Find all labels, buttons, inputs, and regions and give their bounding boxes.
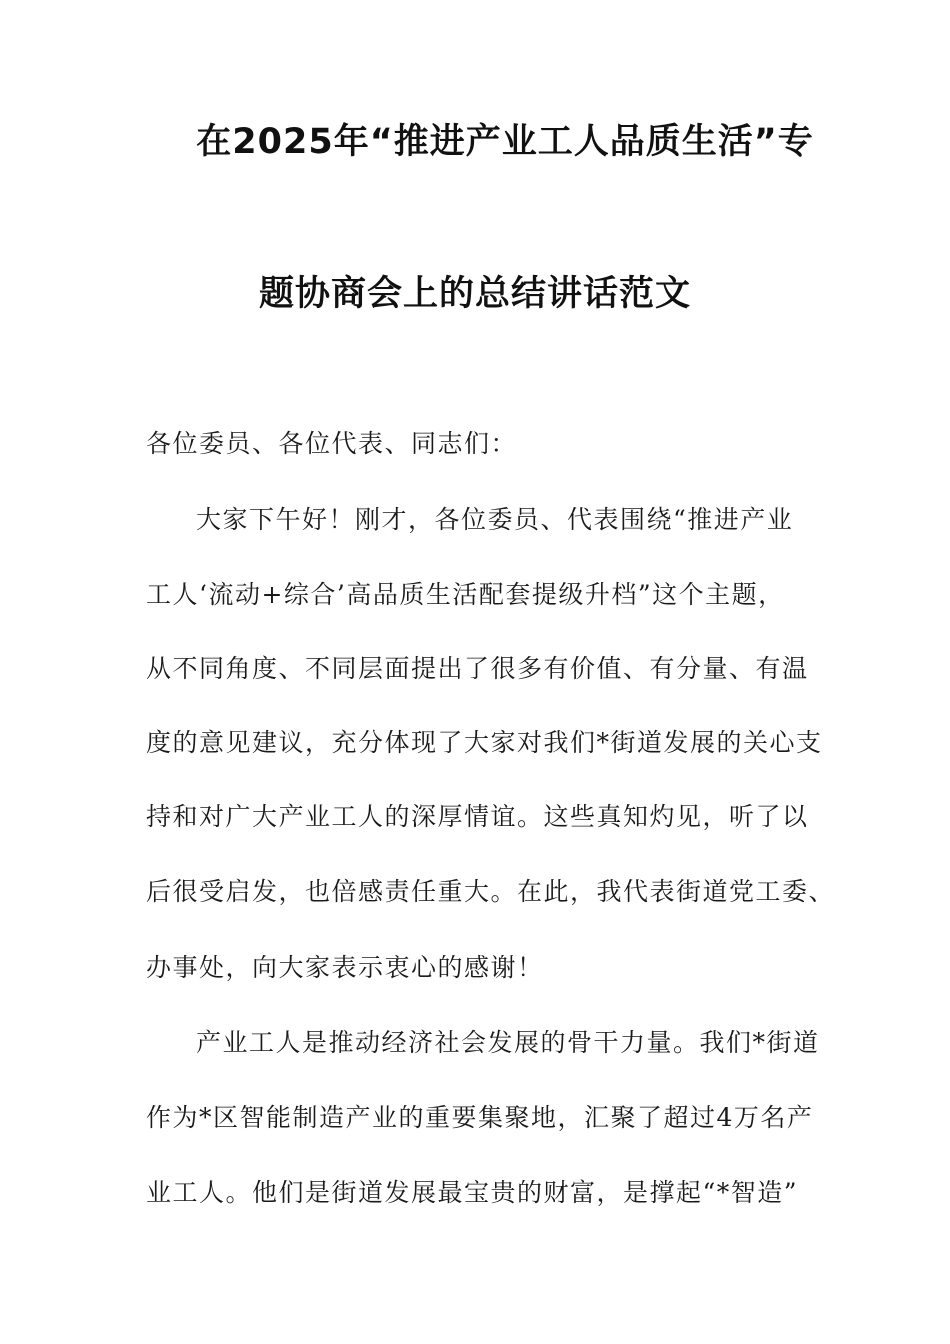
paragraph-1-line-6: 后很受启发，也倍感责任重大。在此，我代表街道党工委、: [146, 877, 836, 906]
paragraph-1-line-2: 工人‘流动+综合’高品质生活配套提级升档”这个主题，: [146, 580, 785, 609]
paragraph-2-line-1: 产业工人是推动经济社会发展的骨干力量。我们*街道: [196, 1028, 820, 1057]
paragraph-2-line-3: 业工人。他们是街道发展最宝贵的财富，是撑起“*智造”: [146, 1178, 799, 1207]
paragraph-1-line-3: 从不同角度、不同层面提出了很多有价值、有分量、有温: [146, 654, 809, 683]
paragraph-2-line-2: 作为*区智能制造产业的重要集聚地，汇聚了超过4万名产: [146, 1103, 814, 1132]
paragraph-1-line-7: 办事处，向大家表示衷心的感谢！: [146, 953, 544, 982]
paragraph-1-line-5: 持和对广大产业工人的深厚情谊。这些真知灼见，听了以: [146, 802, 809, 831]
document-title-line-2: 题协商会上的总结讲话范文: [258, 274, 691, 314]
salutation: 各位委员、各位代表、同志们：: [146, 429, 518, 458]
document-title-line-1: 在2025年“推进产业工人品质生活”专: [196, 122, 814, 162]
paragraph-1-line-1: 大家下午好！刚才，各位委员、代表围绕“推进产业: [196, 505, 794, 534]
paragraph-1-line-4: 度的意见建议，充分体现了大家对我们*街道发展的关心支: [146, 728, 823, 757]
